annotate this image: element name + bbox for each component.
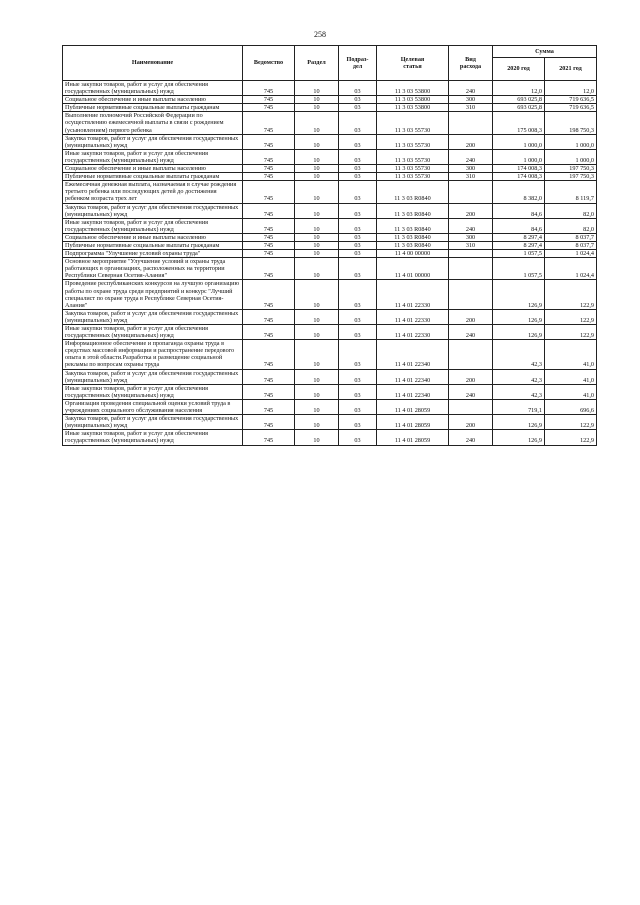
cell-exp-type	[449, 181, 493, 203]
cell-name: Организация проведения специальной оценки условий труда в учреждениях социального обслуживания населения	[63, 399, 243, 414]
header-2020: 2020 год	[493, 58, 545, 81]
cell-2021: 122,9	[545, 415, 597, 430]
cell-section: 10	[295, 280, 339, 309]
cell-2020: 693 025,8	[493, 96, 545, 104]
cell-name: Социальное обеспечение и иные выплаты населению	[63, 233, 243, 241]
table-row	[63, 430, 597, 445]
cell-name: Публичные нормативные социальные выплаты гражданам	[63, 241, 243, 249]
cell-target: 11 4 01 22330	[377, 325, 449, 340]
table-row	[63, 250, 597, 258]
cell-name: Иные закупки товаров, работ и услуг для обеспечения государственных (муниципальных) нужд	[63, 218, 243, 233]
cell-dept: 745	[243, 280, 295, 309]
cell-name: Закупка товаров, работ и услуг для обеспечения государственных (муниципальных) нужд	[63, 369, 243, 384]
cell-2020: 8 297,4	[493, 233, 545, 241]
cell-section: 10	[295, 218, 339, 233]
cell-exp-type	[449, 340, 493, 369]
cell-subsection: 03	[339, 233, 377, 241]
cell-subsection: 03	[339, 203, 377, 218]
cell-dept: 745	[243, 96, 295, 104]
cell-subsection: 03	[339, 250, 377, 258]
cell-exp-type: 240	[449, 81, 493, 96]
cell-target: 11 4 01 22330	[377, 309, 449, 324]
cell-name: Иные закупки товаров, работ и услуг для обеспечения государственных (муниципальных) нужд	[63, 325, 243, 340]
cell-2020: 1 057,5	[493, 258, 545, 280]
table-row	[63, 112, 597, 134]
cell-2021: 719 636,5	[545, 104, 597, 112]
cell-2020: 1 000,0	[493, 149, 545, 164]
cell-name: Публичные нормативные социальные выплаты гражданам	[63, 173, 243, 181]
cell-exp-type: 240	[449, 384, 493, 399]
cell-2020: 174 008,3	[493, 173, 545, 181]
cell-2021: 41,0	[545, 340, 597, 369]
cell-section: 10	[295, 112, 339, 134]
page-number: 258	[314, 30, 326, 39]
cell-name: Ежемесячная денежная выплата, назначаемая в случае рождения третьего ребенка или последующих детей до достижения ребенком возраста трех лет	[63, 181, 243, 203]
cell-subsection: 03	[339, 399, 377, 414]
cell-subsection: 03	[339, 218, 377, 233]
table-row	[63, 96, 597, 104]
cell-2020: 84,6	[493, 203, 545, 218]
header-name: Наименование	[63, 46, 243, 81]
cell-dept: 745	[243, 325, 295, 340]
header-subsection: Подраз- дел	[339, 46, 377, 81]
cell-subsection: 03	[339, 149, 377, 164]
cell-dept: 745	[243, 384, 295, 399]
cell-section: 10	[295, 430, 339, 445]
table-row	[63, 280, 597, 309]
cell-dept: 745	[243, 104, 295, 112]
cell-dept: 745	[243, 258, 295, 280]
budget-table	[62, 45, 597, 446]
table-row	[63, 233, 597, 241]
cell-target: 11 4 01 22330	[377, 280, 449, 309]
cell-section: 10	[295, 104, 339, 112]
cell-section: 10	[295, 415, 339, 430]
cell-subsection: 03	[339, 134, 377, 149]
cell-target: 11 4 01 00000	[377, 258, 449, 280]
cell-exp-type	[449, 399, 493, 414]
cell-2021: 82,0	[545, 218, 597, 233]
cell-2021: 198 750,3	[545, 112, 597, 134]
cell-exp-type: 200	[449, 309, 493, 324]
table-row	[63, 218, 597, 233]
table-row	[63, 173, 597, 181]
table-row	[63, 369, 597, 384]
cell-name: Иные закупки товаров, работ и услуг для обеспечения государственных (муниципальных) нужд	[63, 149, 243, 164]
cell-dept: 745	[243, 81, 295, 96]
cell-2020: 8 297,4	[493, 241, 545, 249]
cell-2020: 175 008,3	[493, 112, 545, 134]
header-exp-type: Вид расхода	[449, 46, 493, 81]
cell-2021: 8 037,7	[545, 233, 597, 241]
cell-subsection: 03	[339, 181, 377, 203]
cell-exp-type: 240	[449, 218, 493, 233]
cell-subsection: 03	[339, 104, 377, 112]
cell-subsection: 03	[339, 309, 377, 324]
cell-2020: 693 025,8	[493, 104, 545, 112]
cell-2020: 84,6	[493, 218, 545, 233]
cell-target: 11 3 03 55730	[377, 112, 449, 134]
cell-target: 11 4 00 00000	[377, 250, 449, 258]
cell-exp-type: 240	[449, 325, 493, 340]
cell-2020: 719,1	[493, 399, 545, 414]
header-2021: 2021 год	[545, 58, 597, 81]
cell-subsection: 03	[339, 340, 377, 369]
cell-target: 11 3 03 R0840	[377, 203, 449, 218]
cell-2020: 1 000,0	[493, 134, 545, 149]
cell-name: Закупка товаров, работ и услуг для обеспечения государственных (муниципальных) нужд	[63, 203, 243, 218]
cell-subsection: 03	[339, 241, 377, 249]
cell-dept: 745	[243, 430, 295, 445]
table-row	[63, 203, 597, 218]
cell-target: 11 3 03 R0840	[377, 241, 449, 249]
cell-section: 10	[295, 384, 339, 399]
table-row	[63, 104, 597, 112]
cell-2020: 12,0	[493, 81, 545, 96]
cell-exp-type: 200	[449, 134, 493, 149]
cell-target: 11 3 03 53800	[377, 104, 449, 112]
cell-subsection: 03	[339, 415, 377, 430]
cell-subsection: 03	[339, 384, 377, 399]
table-row	[63, 134, 597, 149]
cell-exp-type	[449, 280, 493, 309]
cell-dept: 745	[243, 250, 295, 258]
table-row	[63, 258, 597, 280]
cell-exp-type: 240	[449, 430, 493, 445]
cell-2021: 1 000,0	[545, 134, 597, 149]
cell-2020: 42,3	[493, 340, 545, 369]
cell-section: 10	[295, 165, 339, 173]
cell-name: Информационное обеспечение и пропаганда охраны труда в средствах массовой информации и распространение передового опыта в этой области.Разработка и размещение социальной рекламы по вопросам охраны труда	[63, 340, 243, 369]
cell-target: 11 3 03 55730	[377, 173, 449, 181]
cell-target: 11 3 03 55730	[377, 165, 449, 173]
table-row	[63, 384, 597, 399]
header-section: Раздел	[295, 46, 339, 81]
cell-target: 11 3 03 R0840	[377, 233, 449, 241]
cell-exp-type: 300	[449, 165, 493, 173]
cell-dept: 745	[243, 241, 295, 249]
cell-name: Публичные нормативные социальные выплаты гражданам	[63, 104, 243, 112]
table-row	[63, 241, 597, 249]
cell-2020: 126,9	[493, 430, 545, 445]
cell-exp-type	[449, 250, 493, 258]
cell-subsection: 03	[339, 81, 377, 96]
header-sum: Сумма	[493, 46, 597, 58]
cell-name: Иные закупки товаров, работ и услуг для обеспечения государственных (муниципальных) нужд	[63, 384, 243, 399]
cell-2020: 126,9	[493, 309, 545, 324]
cell-dept: 745	[243, 340, 295, 369]
cell-2021: 122,9	[545, 280, 597, 309]
cell-2021: 122,9	[545, 309, 597, 324]
cell-target: 11 4 01 28059	[377, 415, 449, 430]
cell-exp-type: 310	[449, 104, 493, 112]
cell-dept: 745	[243, 181, 295, 203]
cell-name: Социальное обеспечение и иные выплаты населению	[63, 165, 243, 173]
table-row	[63, 415, 597, 430]
cell-exp-type: 200	[449, 203, 493, 218]
cell-target: 11 3 03 55730	[377, 149, 449, 164]
cell-exp-type: 310	[449, 173, 493, 181]
cell-section: 10	[295, 241, 339, 249]
cell-2021: 197 750,3	[545, 165, 597, 173]
table-row	[63, 165, 597, 173]
cell-dept: 745	[243, 149, 295, 164]
cell-dept: 745	[243, 134, 295, 149]
cell-dept: 745	[243, 415, 295, 430]
cell-section: 10	[295, 203, 339, 218]
cell-2020: 126,9	[493, 280, 545, 309]
table-row	[63, 149, 597, 164]
cell-dept: 745	[243, 173, 295, 181]
cell-section: 10	[295, 325, 339, 340]
cell-section: 10	[295, 181, 339, 203]
cell-section: 10	[295, 258, 339, 280]
cell-name: Иные закупки товаров, работ и услуг для обеспечения государственных (муниципальных) нужд	[63, 430, 243, 445]
cell-2021: 719 636,5	[545, 96, 597, 104]
table-row	[63, 399, 597, 414]
cell-2020: 174 008,3	[493, 165, 545, 173]
cell-subsection: 03	[339, 258, 377, 280]
cell-2020: 126,9	[493, 415, 545, 430]
cell-section: 10	[295, 233, 339, 241]
cell-name: Иные закупки товаров, работ и услуг для обеспечения государственных (муниципальных) нужд	[63, 81, 243, 96]
cell-2021: 8 037,7	[545, 241, 597, 249]
cell-exp-type: 300	[449, 96, 493, 104]
cell-section: 10	[295, 149, 339, 164]
cell-subsection: 03	[339, 96, 377, 104]
cell-target: 11 3 03 R0840	[377, 181, 449, 203]
cell-target: 11 4 01 22340	[377, 340, 449, 369]
cell-2020: 8 382,0	[493, 181, 545, 203]
table-row	[63, 309, 597, 324]
cell-2021: 8 119,7	[545, 181, 597, 203]
cell-name: Социальное обеспечение и иные выплаты населению	[63, 96, 243, 104]
cell-name: Подпрограмма "Улучшение условий охраны труда"	[63, 250, 243, 258]
cell-name: Закупка товаров, работ и услуг для обеспечения государственных (муниципальных) нужд	[63, 415, 243, 430]
cell-name: Основное мероприятие "Улучшение условий и охраны труда работающих в организациях, расположенных на территории Республики Северная Осетия-Алания"	[63, 258, 243, 280]
cell-target: 11 3 03 R0840	[377, 218, 449, 233]
cell-dept: 745	[243, 112, 295, 134]
cell-section: 10	[295, 309, 339, 324]
cell-subsection: 03	[339, 173, 377, 181]
cell-subsection: 03	[339, 165, 377, 173]
cell-2020: 42,3	[493, 369, 545, 384]
cell-2021: 41,0	[545, 369, 597, 384]
cell-2020: 42,3	[493, 384, 545, 399]
cell-section: 10	[295, 173, 339, 181]
cell-dept: 745	[243, 309, 295, 324]
cell-section: 10	[295, 96, 339, 104]
cell-dept: 745	[243, 218, 295, 233]
cell-subsection: 03	[339, 325, 377, 340]
table-row	[63, 325, 597, 340]
cell-2021: 1 024,4	[545, 250, 597, 258]
cell-exp-type: 300	[449, 233, 493, 241]
cell-2021: 122,9	[545, 325, 597, 340]
header-dept: Ведомство	[243, 46, 295, 81]
cell-target: 11 3 03 53800	[377, 81, 449, 96]
table-row	[63, 181, 597, 203]
cell-2020: 1 057,5	[493, 250, 545, 258]
cell-section: 10	[295, 250, 339, 258]
cell-name: Выполнение полномочий Российской Федерации по осуществлению ежемесячной выплаты в связи с рождением (усыновлением) первого ребенка	[63, 112, 243, 134]
cell-dept: 745	[243, 165, 295, 173]
table-row	[63, 81, 597, 96]
cell-target: 11 3 03 55730	[377, 134, 449, 149]
cell-section: 10	[295, 399, 339, 414]
cell-2020: 126,9	[493, 325, 545, 340]
cell-2021: 122,9	[545, 430, 597, 445]
cell-2021: 82,0	[545, 203, 597, 218]
cell-2021: 41,0	[545, 384, 597, 399]
table-row	[63, 340, 597, 369]
cell-name: Закупка товаров, работ и услуг для обеспечения государственных (муниципальных) нужд	[63, 309, 243, 324]
cell-exp-type: 200	[449, 415, 493, 430]
cell-2021: 1 024,4	[545, 258, 597, 280]
cell-name: Проведение республиканских конкурсов на лучшую организацию работы по охране труда среди предприятий и конкурс "Лучший специалист по охране труда в Республике Северная Осетия-Алания"	[63, 280, 243, 309]
cell-target: 11 3 03 53800	[377, 96, 449, 104]
cell-target: 11 4 01 28059	[377, 399, 449, 414]
cell-subsection: 03	[339, 430, 377, 445]
cell-2021: 696,6	[545, 399, 597, 414]
cell-subsection: 03	[339, 369, 377, 384]
cell-section: 10	[295, 369, 339, 384]
cell-exp-type: 200	[449, 369, 493, 384]
cell-target: 11 4 01 28059	[377, 430, 449, 445]
cell-dept: 745	[243, 233, 295, 241]
cell-section: 10	[295, 81, 339, 96]
cell-2021: 12,0	[545, 81, 597, 96]
cell-exp-type: 240	[449, 149, 493, 164]
cell-section: 10	[295, 134, 339, 149]
cell-dept: 745	[243, 399, 295, 414]
cell-dept: 745	[243, 369, 295, 384]
cell-dept: 745	[243, 203, 295, 218]
cell-exp-type	[449, 258, 493, 280]
cell-section: 10	[295, 340, 339, 369]
cell-2021: 197 750,3	[545, 173, 597, 181]
cell-target: 11 4 01 22340	[377, 384, 449, 399]
cell-subsection: 03	[339, 112, 377, 134]
header-target: Целевая статья	[377, 46, 449, 81]
cell-name: Закупка товаров, работ и услуг для обеспечения государственных (муниципальных) нужд	[63, 134, 243, 149]
cell-exp-type	[449, 112, 493, 134]
cell-exp-type: 310	[449, 241, 493, 249]
cell-target: 11 4 01 22340	[377, 369, 449, 384]
cell-2021: 1 000,0	[545, 149, 597, 164]
cell-subsection: 03	[339, 280, 377, 309]
